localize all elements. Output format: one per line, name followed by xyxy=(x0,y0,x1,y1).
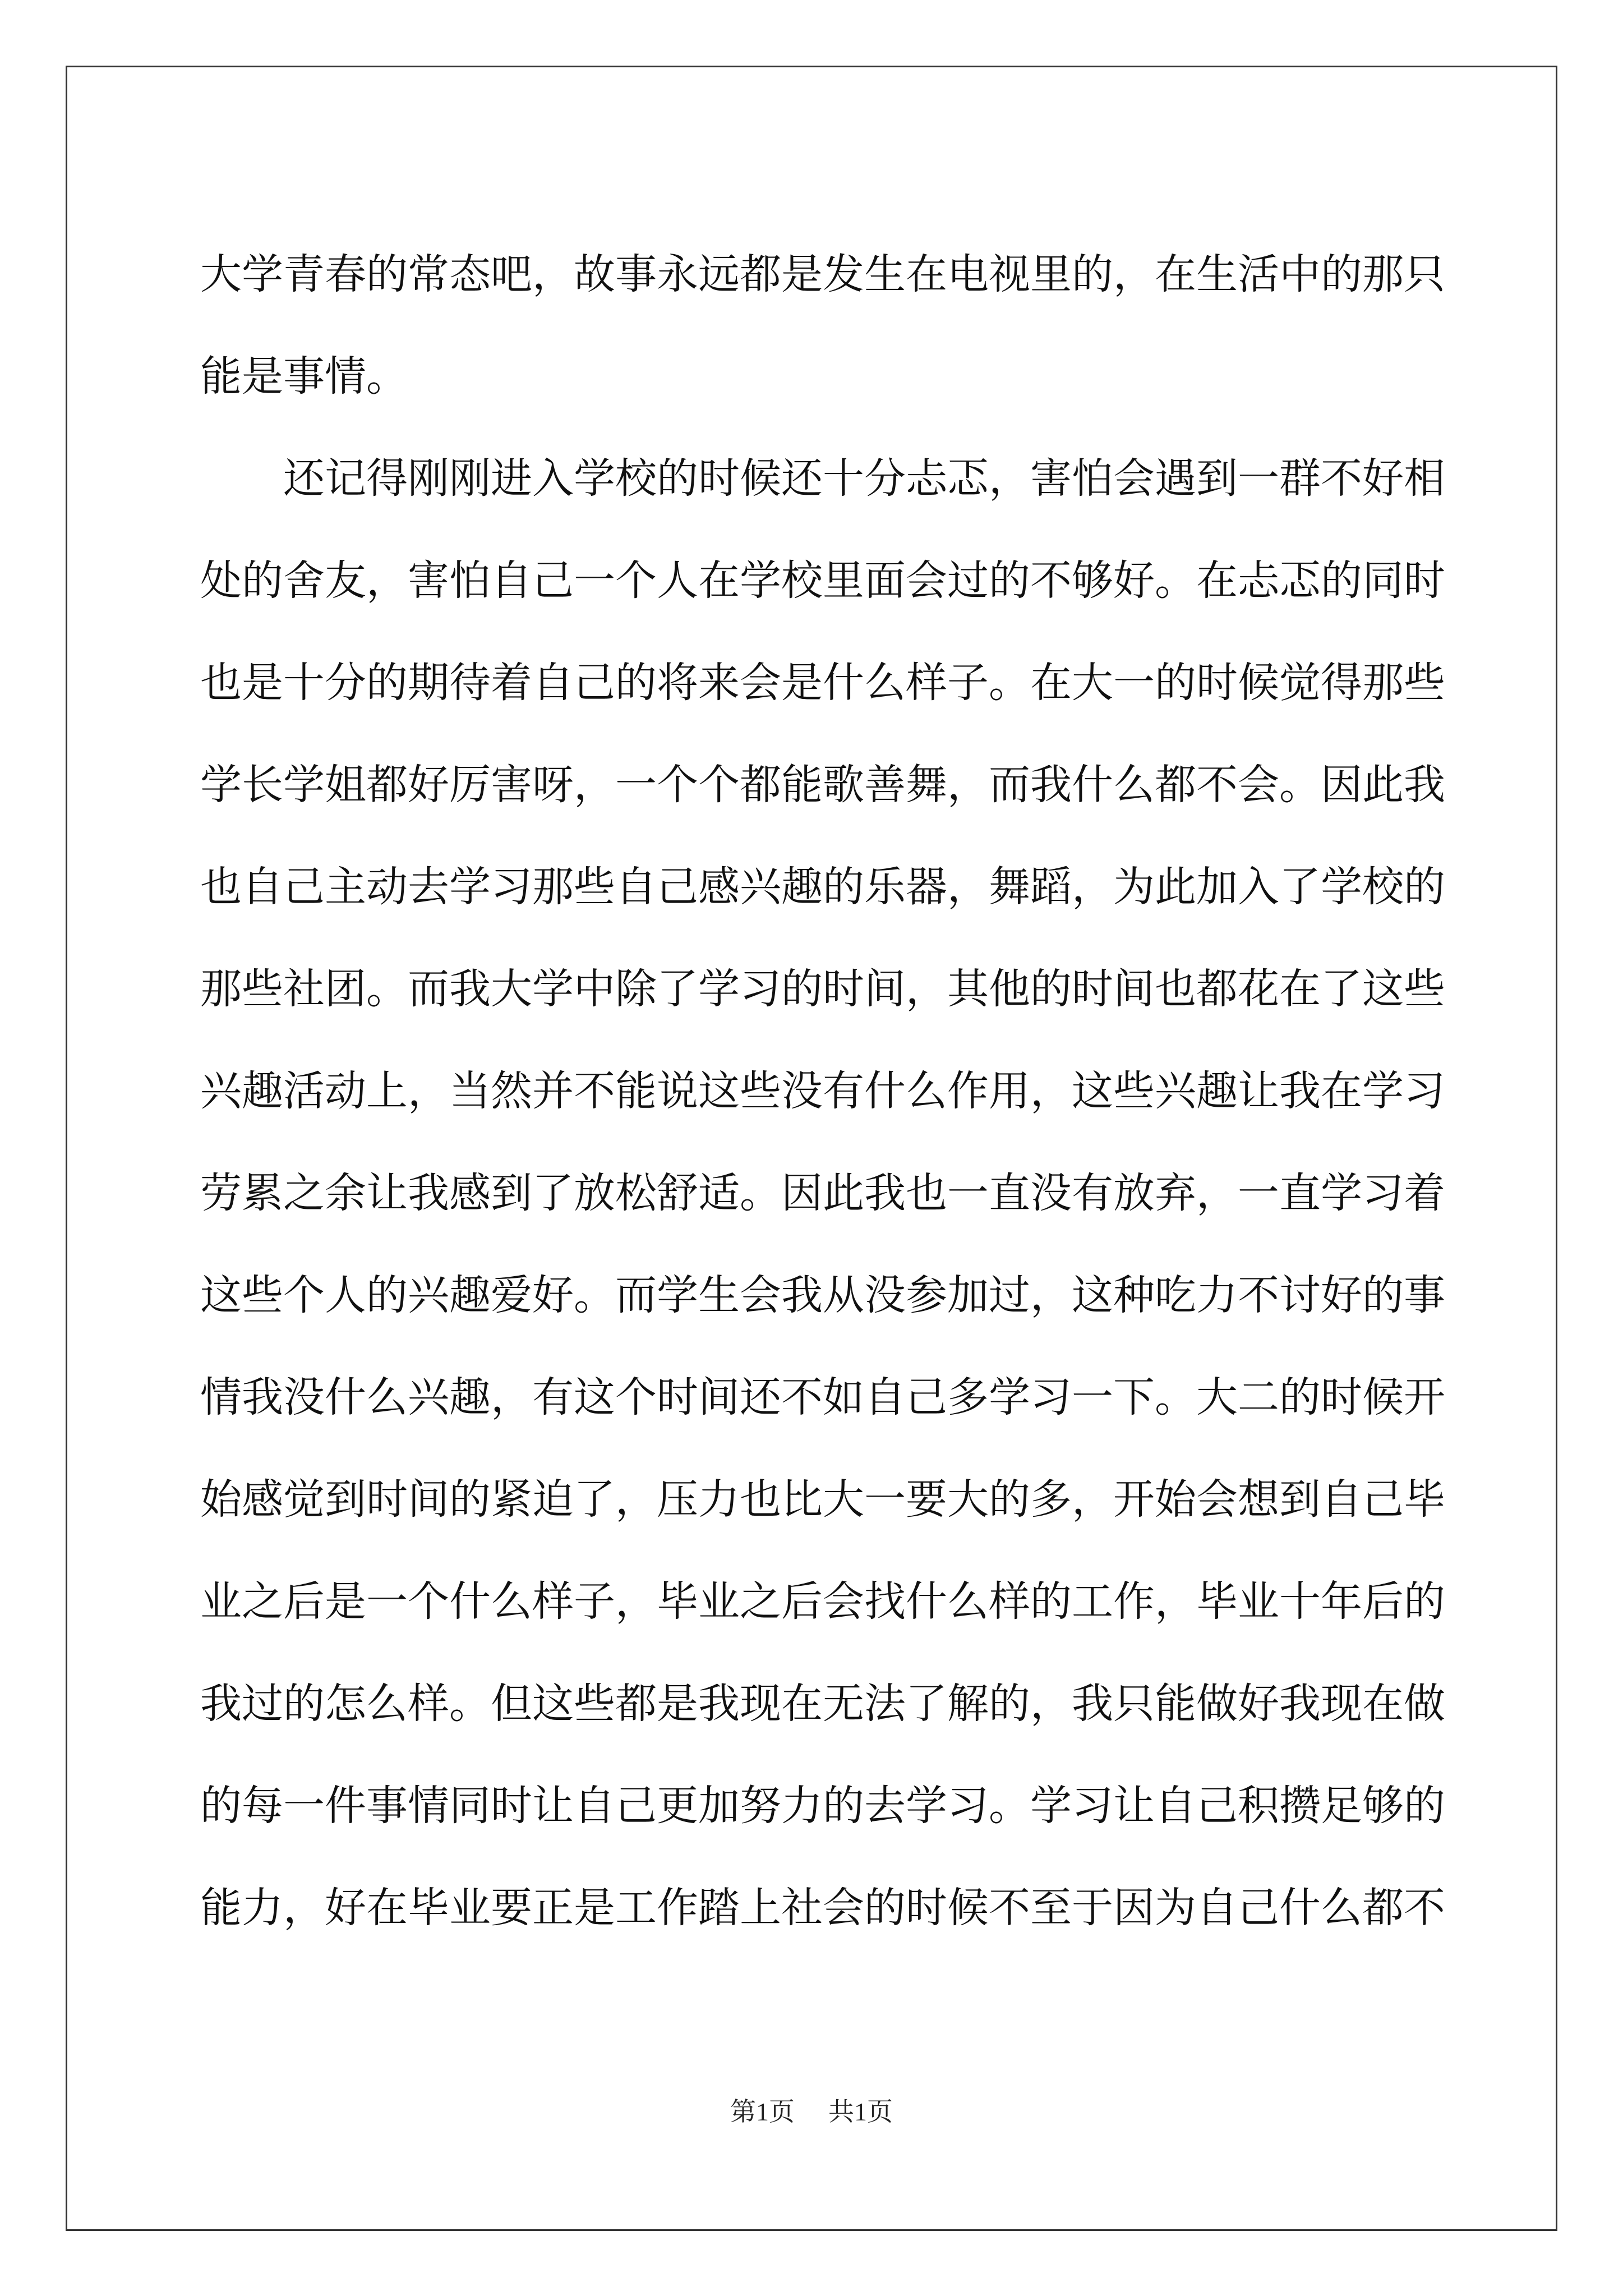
text-line: 处的舍友，害怕自己一个人在学校里面会过的不够好。在忐忑的同时 xyxy=(200,556,1445,605)
text-line: 能是事情。 xyxy=(200,352,408,401)
text-line: 也是十分的期待着自己的将来会是什么样子。在大一的时候觉得那些 xyxy=(200,659,1445,707)
text-line: 的每一件事情同时让自己更加努力的去学习。学习让自己积攒足够的 xyxy=(200,1782,1445,1830)
text-line: 情我没什么兴趣，有这个时间还不如自己多学习一下。大二的时候开 xyxy=(200,1373,1445,1421)
text-line: 大学青春的常态吧，故事永远都是发生在电视里的，在生活中的那只 xyxy=(200,250,1445,298)
text-line: 那些社团。而我大学中除了学习的时间，其他的时间也都花在了这些 xyxy=(200,965,1445,1013)
text-line: 劳累之余让我感到了放松舒适。因此我也一直没有放弃，一直学习着 xyxy=(200,1169,1445,1217)
text-line: 也自己主动去学习那些自己感兴趣的乐器，舞蹈，为此加入了学校的 xyxy=(200,863,1445,911)
text-line: 业之后是一个什么样子，毕业之后会找什么样的工作，毕业十年后的 xyxy=(200,1577,1445,1626)
text-line: 能力，好在毕业要正是工作踏上社会的时候不至于因为自己什么都不 xyxy=(200,1884,1445,1932)
page-number: 第1页 xyxy=(730,2097,795,2126)
text-line: 始感觉到时间的紧迫了，压力也比大一要大的多，开始会想到自己毕 xyxy=(200,1475,1445,1524)
text-line: 这些个人的兴趣爱好。而学生会我从没参加过，这种吃力不讨好的事 xyxy=(200,1271,1445,1319)
document-body xyxy=(200,223,1445,1959)
page-total: 共1页 xyxy=(828,2097,893,2126)
page-footer xyxy=(0,2091,1623,2128)
text-line: 学长学姐都好厉害呀，一个个都能歌善舞，而我什么都不会。因此我 xyxy=(200,761,1445,809)
text-line: 兴趣活动上，当然并不能说这些没有什么作用，这些兴趣让我在学习 xyxy=(200,1067,1445,1115)
text-line: 我过的怎么样。但这些都是我现在无法了解的，我只能做好我现在做 xyxy=(200,1680,1445,1728)
text-line: 还记得刚刚进入学校的时候还十分忐忑，害怕会遇到一群不好相 xyxy=(283,454,1445,503)
